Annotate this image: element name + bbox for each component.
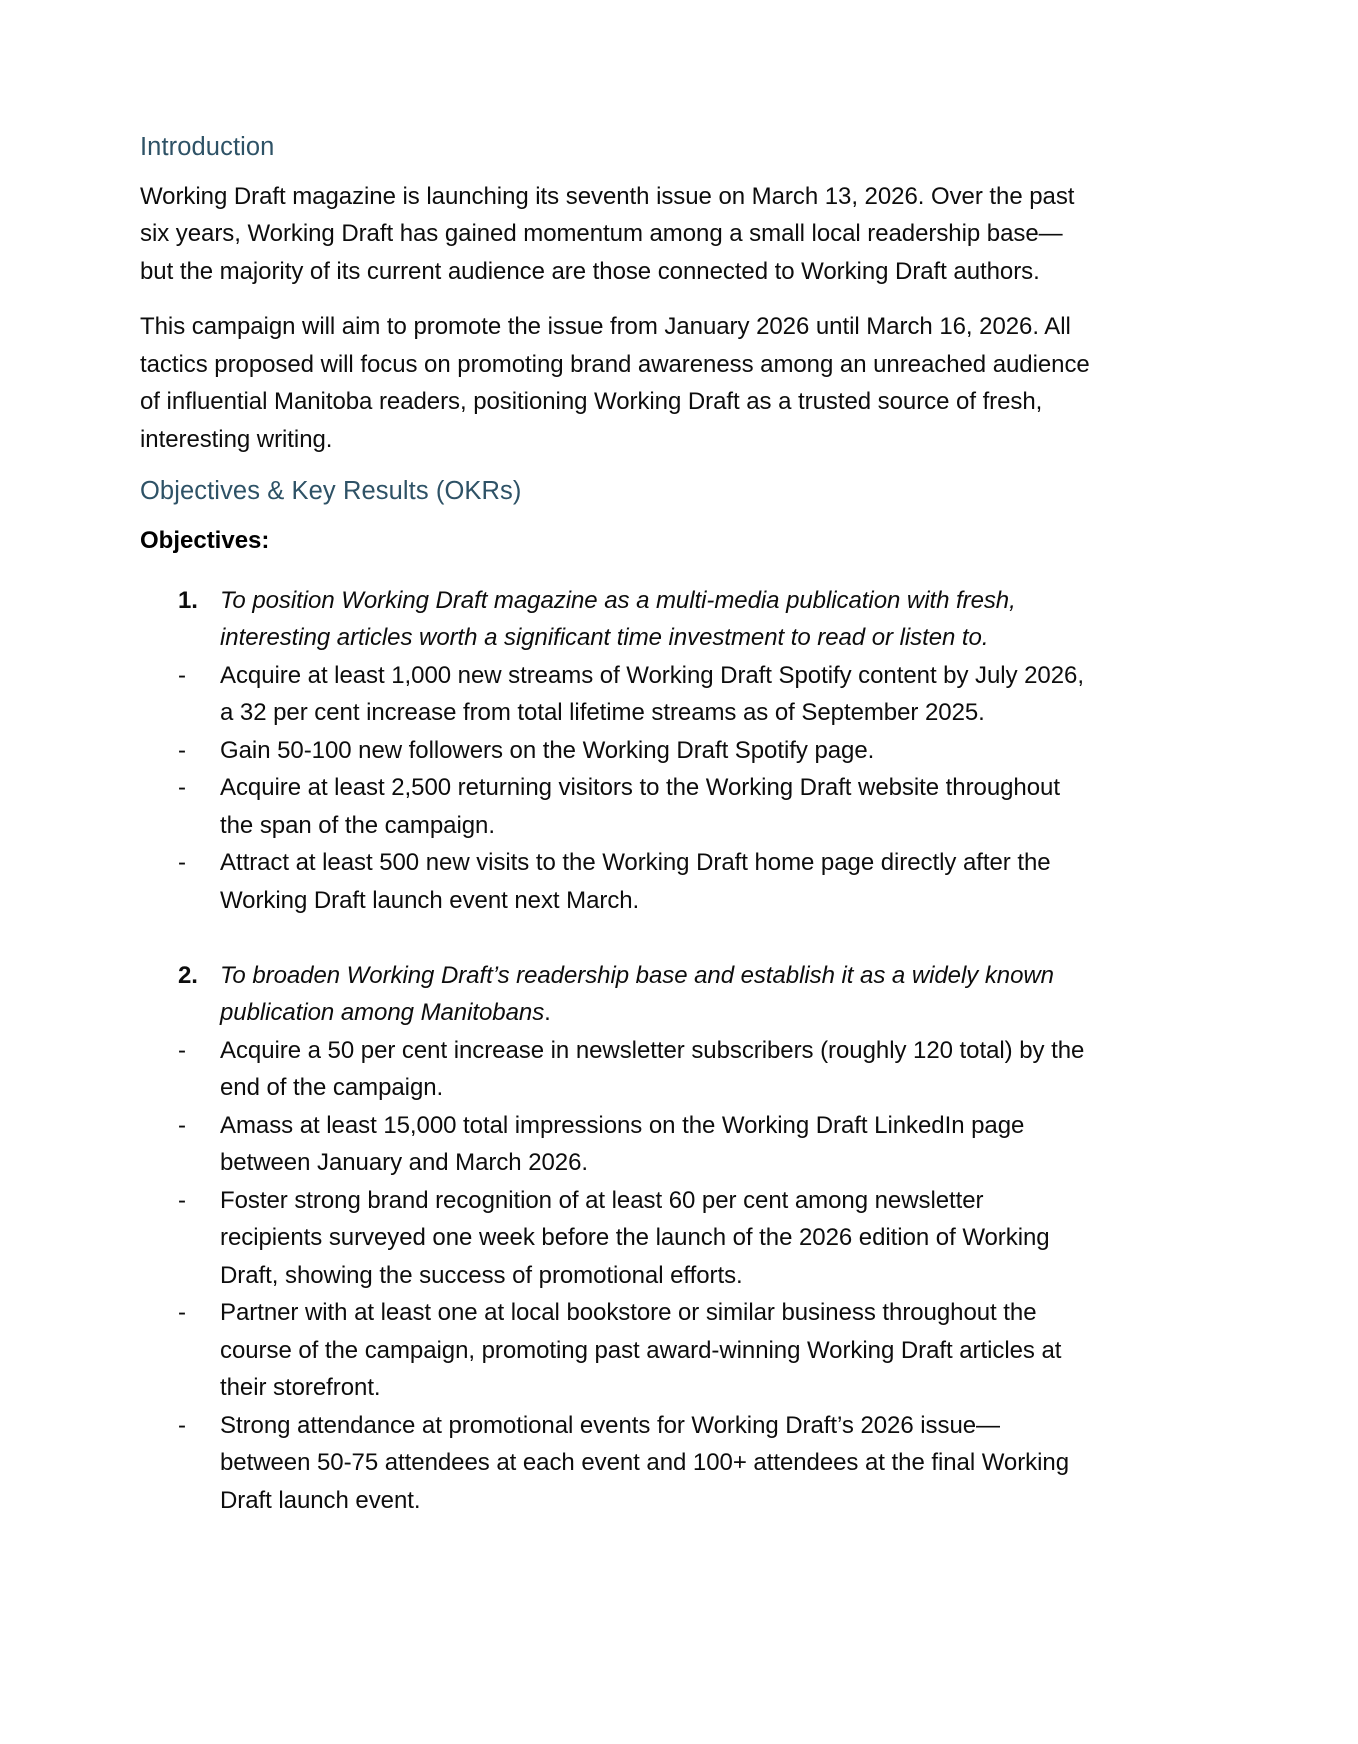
list-marker: 2. [178,961,198,989]
key-result-text: Acquire at least 2,500 returning visitors to the Working Draft website throughout the span of the campaign. [220,774,1060,839]
key-result-text: Partner with at least one at local bookstore or similar business throughout the course of the campaign, promoting past award-winning Working Draft articles at their storefront. [220,1299,1062,1402]
list-marker: - [178,774,186,802]
objective-group-1 [140,582,1090,920]
key-result-item [140,657,1090,732]
list-marker: - [178,849,186,877]
section-heading-okrs: Objectives & Key Results (OKRs) [140,477,522,506]
key-result-text: Strong attendance at promotional events for Working Draft’s 2026 issue—between 50-75 attendees at each event and 100+ attendees at the final Working Draft launch event. [220,1411,1069,1514]
list-marker: - [178,1299,186,1327]
list-marker: - [178,1111,186,1139]
key-result-item [140,769,1090,844]
key-result-text: Amass at least 15,000 total impressions on the Working Draft LinkedIn page between January and March 2026. [220,1111,1025,1177]
list-marker: - [178,1036,186,1064]
objective-text: To position Working Draft magazine as a multi-media publication with fresh, interesting articles worth a significant time investment to read or listen to. [220,586,1016,652]
objective-item [140,582,1090,657]
objective-text-main: To broaden Working Draft’s readership base and establish it as a widely known publication among Manitobans [220,961,1054,1027]
objective-item [140,957,1090,1032]
introduction-paragraph-2: This campaign will aim to promote the issue from January 2026 until March 16, 2026. All tactics proposed will focus on promoting brand awareness among an unreached audience of influential Manitoba readers, positioning Working Draft as a trusted source of fresh, interesting writing. [140,313,1090,453]
key-result-item [140,1107,1090,1182]
key-result-text: Foster strong brand recognition of at least 60 per cent among newsletter recipients surveyed one week before the launch of the 2026 edition of Working Draft, showing the success of promotional efforts. [220,1186,1050,1289]
key-result-text: Gain 50-100 new followers on the Working Draft Spotify page. [220,736,875,764]
key-result-text: Attract at least 500 new visits to the Working Draft home page directly after the Working Draft launch event next March. [220,849,1051,914]
key-result-item [140,1407,1090,1520]
key-result-text: Acquire at least 1,000 new streams of Working Draft Spotify content by July 2026, a 32 per cent increase from total lifetime streams as of September 2025. [220,661,1084,727]
list-marker: - [178,736,186,764]
key-result-item [140,1182,1090,1295]
list-marker: 1. [178,586,198,614]
document-body [140,132,1090,1519]
list-marker: - [178,1186,186,1214]
list-marker: - [178,661,186,689]
objective-text-tail: . [544,999,551,1027]
objective-text [220,957,1090,1032]
objectives-label: Objectives: [140,527,270,555]
key-result-text: Acquire a 50 per cent increase in newsletter subscribers (roughly 120 total) by the end of the campaign. [220,1036,1085,1102]
key-result-item [140,1032,1090,1107]
objective-group-2 [140,957,1090,1520]
key-result-item [140,844,1090,919]
introduction-paragraph-1: Working Draft magazine is launching its seventh issue on March 13, 2026. Over the past six years, Working Draft has gained momentum among a small local readership base—but the majority of its current audience are those connected to Working Draft authors. [140,182,1075,285]
key-result-item [140,732,1090,770]
list-spacer [140,919,1090,957]
key-result-item [140,1294,1090,1407]
section-heading-introduction: Introduction [140,133,275,161]
list-marker: - [178,1411,186,1439]
